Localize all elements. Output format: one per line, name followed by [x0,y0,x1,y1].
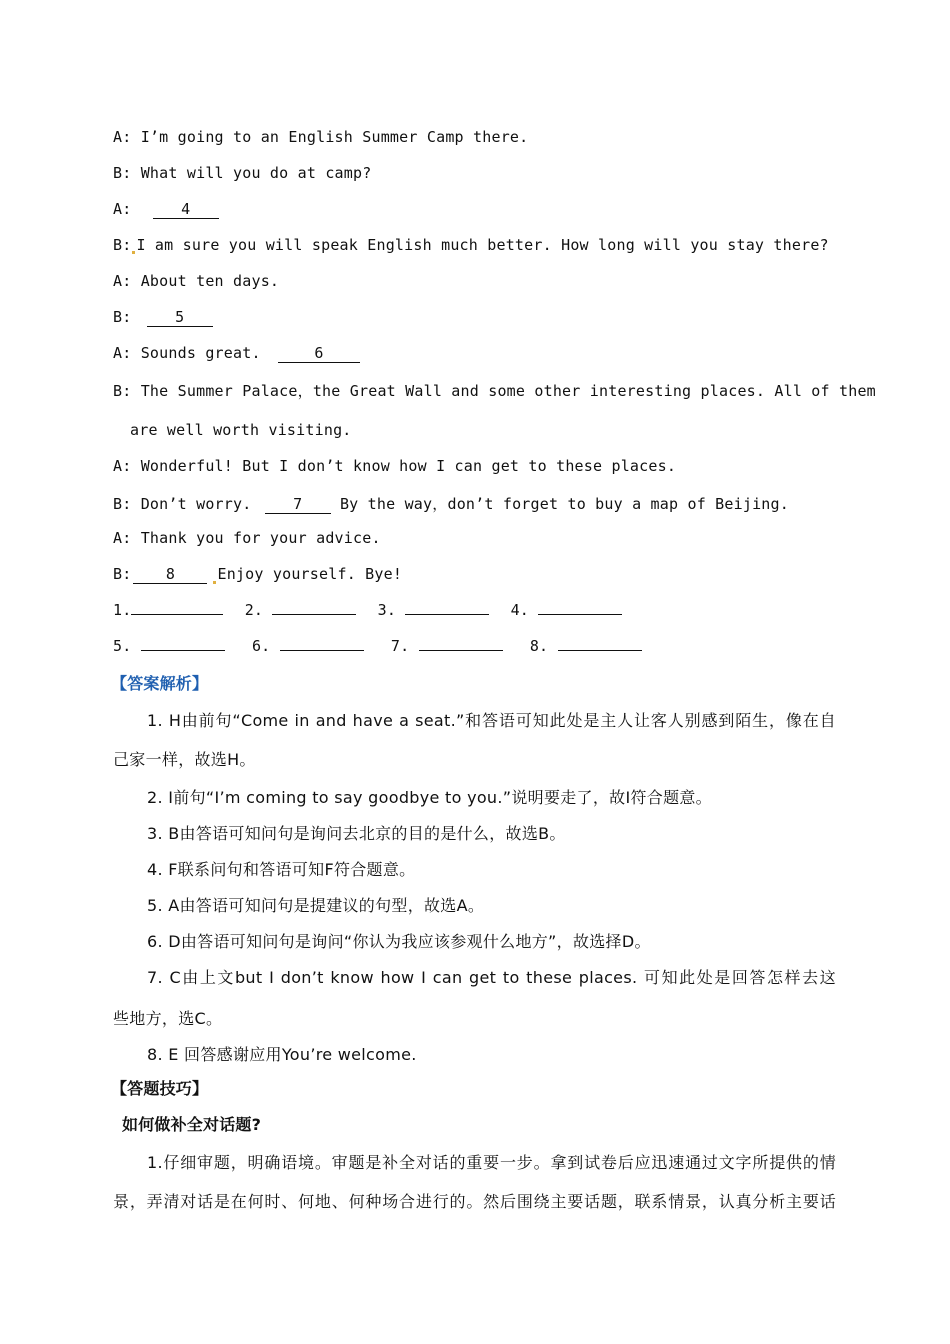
answer-field-1[interactable] [131,614,223,615]
answer-blank-7[interactable]: 7 [265,496,331,514]
dialogue-line-7 [113,344,360,363]
answer-number: 3. [377,601,397,619]
speaker: B: [113,308,132,326]
line-text: are well worth visiting. [130,421,352,439]
answer-number: 5. [113,637,132,655]
answer-blank-5[interactable]: 5 [147,309,213,327]
analysis-item-1-cont: 己家一样，故选H。 [113,750,256,769]
answer-number: 4. [510,601,530,619]
line-text: I am sure you will speak English much better. How long will you stay there? [136,236,829,254]
line-text: By the way，don’t forget to buy a map of Beijing. [339,495,789,513]
answer-row-2 [113,637,642,655]
line-text: Sounds great. [140,344,261,362]
speaker: B: [113,495,132,513]
dialogue-line-8-cont [130,421,352,439]
analysis-item-7-cont: 些地方，选C。 [113,1009,223,1028]
dialogue-line-12 [113,565,402,584]
tips-paragraph-1: 1.仔细审题，明确语境。审题是补全对话的重要一步。拿到试卷后应迅速通过文字所提供的情 [147,1153,836,1172]
answer-field-7[interactable] [419,650,503,651]
answer-field-2[interactable] [272,614,356,615]
tips-header: 【答题技巧】 [111,1079,209,1098]
speaker: A: [113,128,132,146]
answer-number: 8. [529,637,549,655]
dialogue-line-2 [113,164,371,182]
line-text: The Summer Palace，the Great Wall and some other interesting places. All of them [140,382,876,400]
speaker: A: [113,344,132,362]
speaker: A: [113,200,132,218]
answer-blank-8[interactable]: 8 [133,566,207,584]
analysis-item-5: 5. A由答语可知问句是提建议的句型，故选A。 [147,896,485,915]
dialogue-line-8 [113,380,876,401]
answer-row-1 [113,601,622,619]
analysis-item-2: 2. I前句“I’m coming to say goodbye to you.”说明要走了，故I符合题意。 [147,788,712,807]
answer-field-4[interactable] [538,614,622,615]
dialogue-line-5 [113,272,279,290]
speaker: A: [113,272,132,290]
analysis-item-4: 4. F联系问句和答语可知F符合题意。 [147,860,416,879]
dialogue-line-1 [113,128,528,146]
speaker: A: [113,457,132,475]
answer-number: 2. [244,601,264,619]
tips-subheader: 如何做补全对话题? [122,1115,262,1134]
line-text: Don’t worry. [140,495,252,513]
dialogue-line-6 [113,308,213,327]
answer-number: 1. [113,601,132,619]
answer-number: 7. [390,637,410,655]
answer-field-3[interactable] [405,614,489,615]
analysis-item-8: 8. E 回答感谢应用You’re welcome. [147,1045,417,1064]
answer-number: 6. [251,637,271,655]
analysis-header: 【答案解析】 [111,674,209,693]
dialogue-line-10 [113,493,789,514]
answer-field-6[interactable] [280,650,364,651]
answer-field-8[interactable] [558,650,642,651]
speaker: B: [113,164,132,182]
dialogue-line-3 [113,200,219,219]
speaker: B: [113,236,132,254]
dialogue-line-4 [113,236,829,254]
analysis-item-3: 3. B由答语可知问句是询问去北京的目的是什么，故选B。 [147,824,566,843]
analysis-item-1: 1. H由前句“Come in and have a seat.”和答语可知此处是主人让客人别感到陌生，像在自 [147,711,836,730]
dialogue-line-9 [113,457,676,475]
answer-blank-4[interactable]: 4 [153,201,219,219]
line-text: Wonderful! But I don’t know how I can get to these places. [140,457,677,475]
analysis-item-7: 7. C由上文but I don’t know how I can get to these places. 可知此处是回答怎样去这 [147,968,836,987]
dialogue-line-11 [113,529,381,547]
line-text: Enjoy yourself. Bye! [217,565,403,583]
line-text: Thank you for your advice. [140,529,381,547]
line-text: What will you do at camp? [140,164,372,182]
line-text: I’m going to an English Summer Camp there. [140,128,529,146]
speaker: A: [113,529,132,547]
speaker: B: [113,565,132,583]
line-text: About ten days. [140,272,280,290]
tips-paragraph-1-cont: 景，弄清对话是在何时、何地、何种场合进行的。然后围绕主要话题，联系情景，认真分析主要话 [113,1192,836,1211]
answer-field-5[interactable] [141,650,225,651]
analysis-item-6: 6. D由答语可知问句是询问“你认为我应该参观什么地方”，故选择D。 [147,932,651,951]
speaker: B: [113,382,132,400]
answer-blank-6[interactable]: 6 [278,345,360,363]
